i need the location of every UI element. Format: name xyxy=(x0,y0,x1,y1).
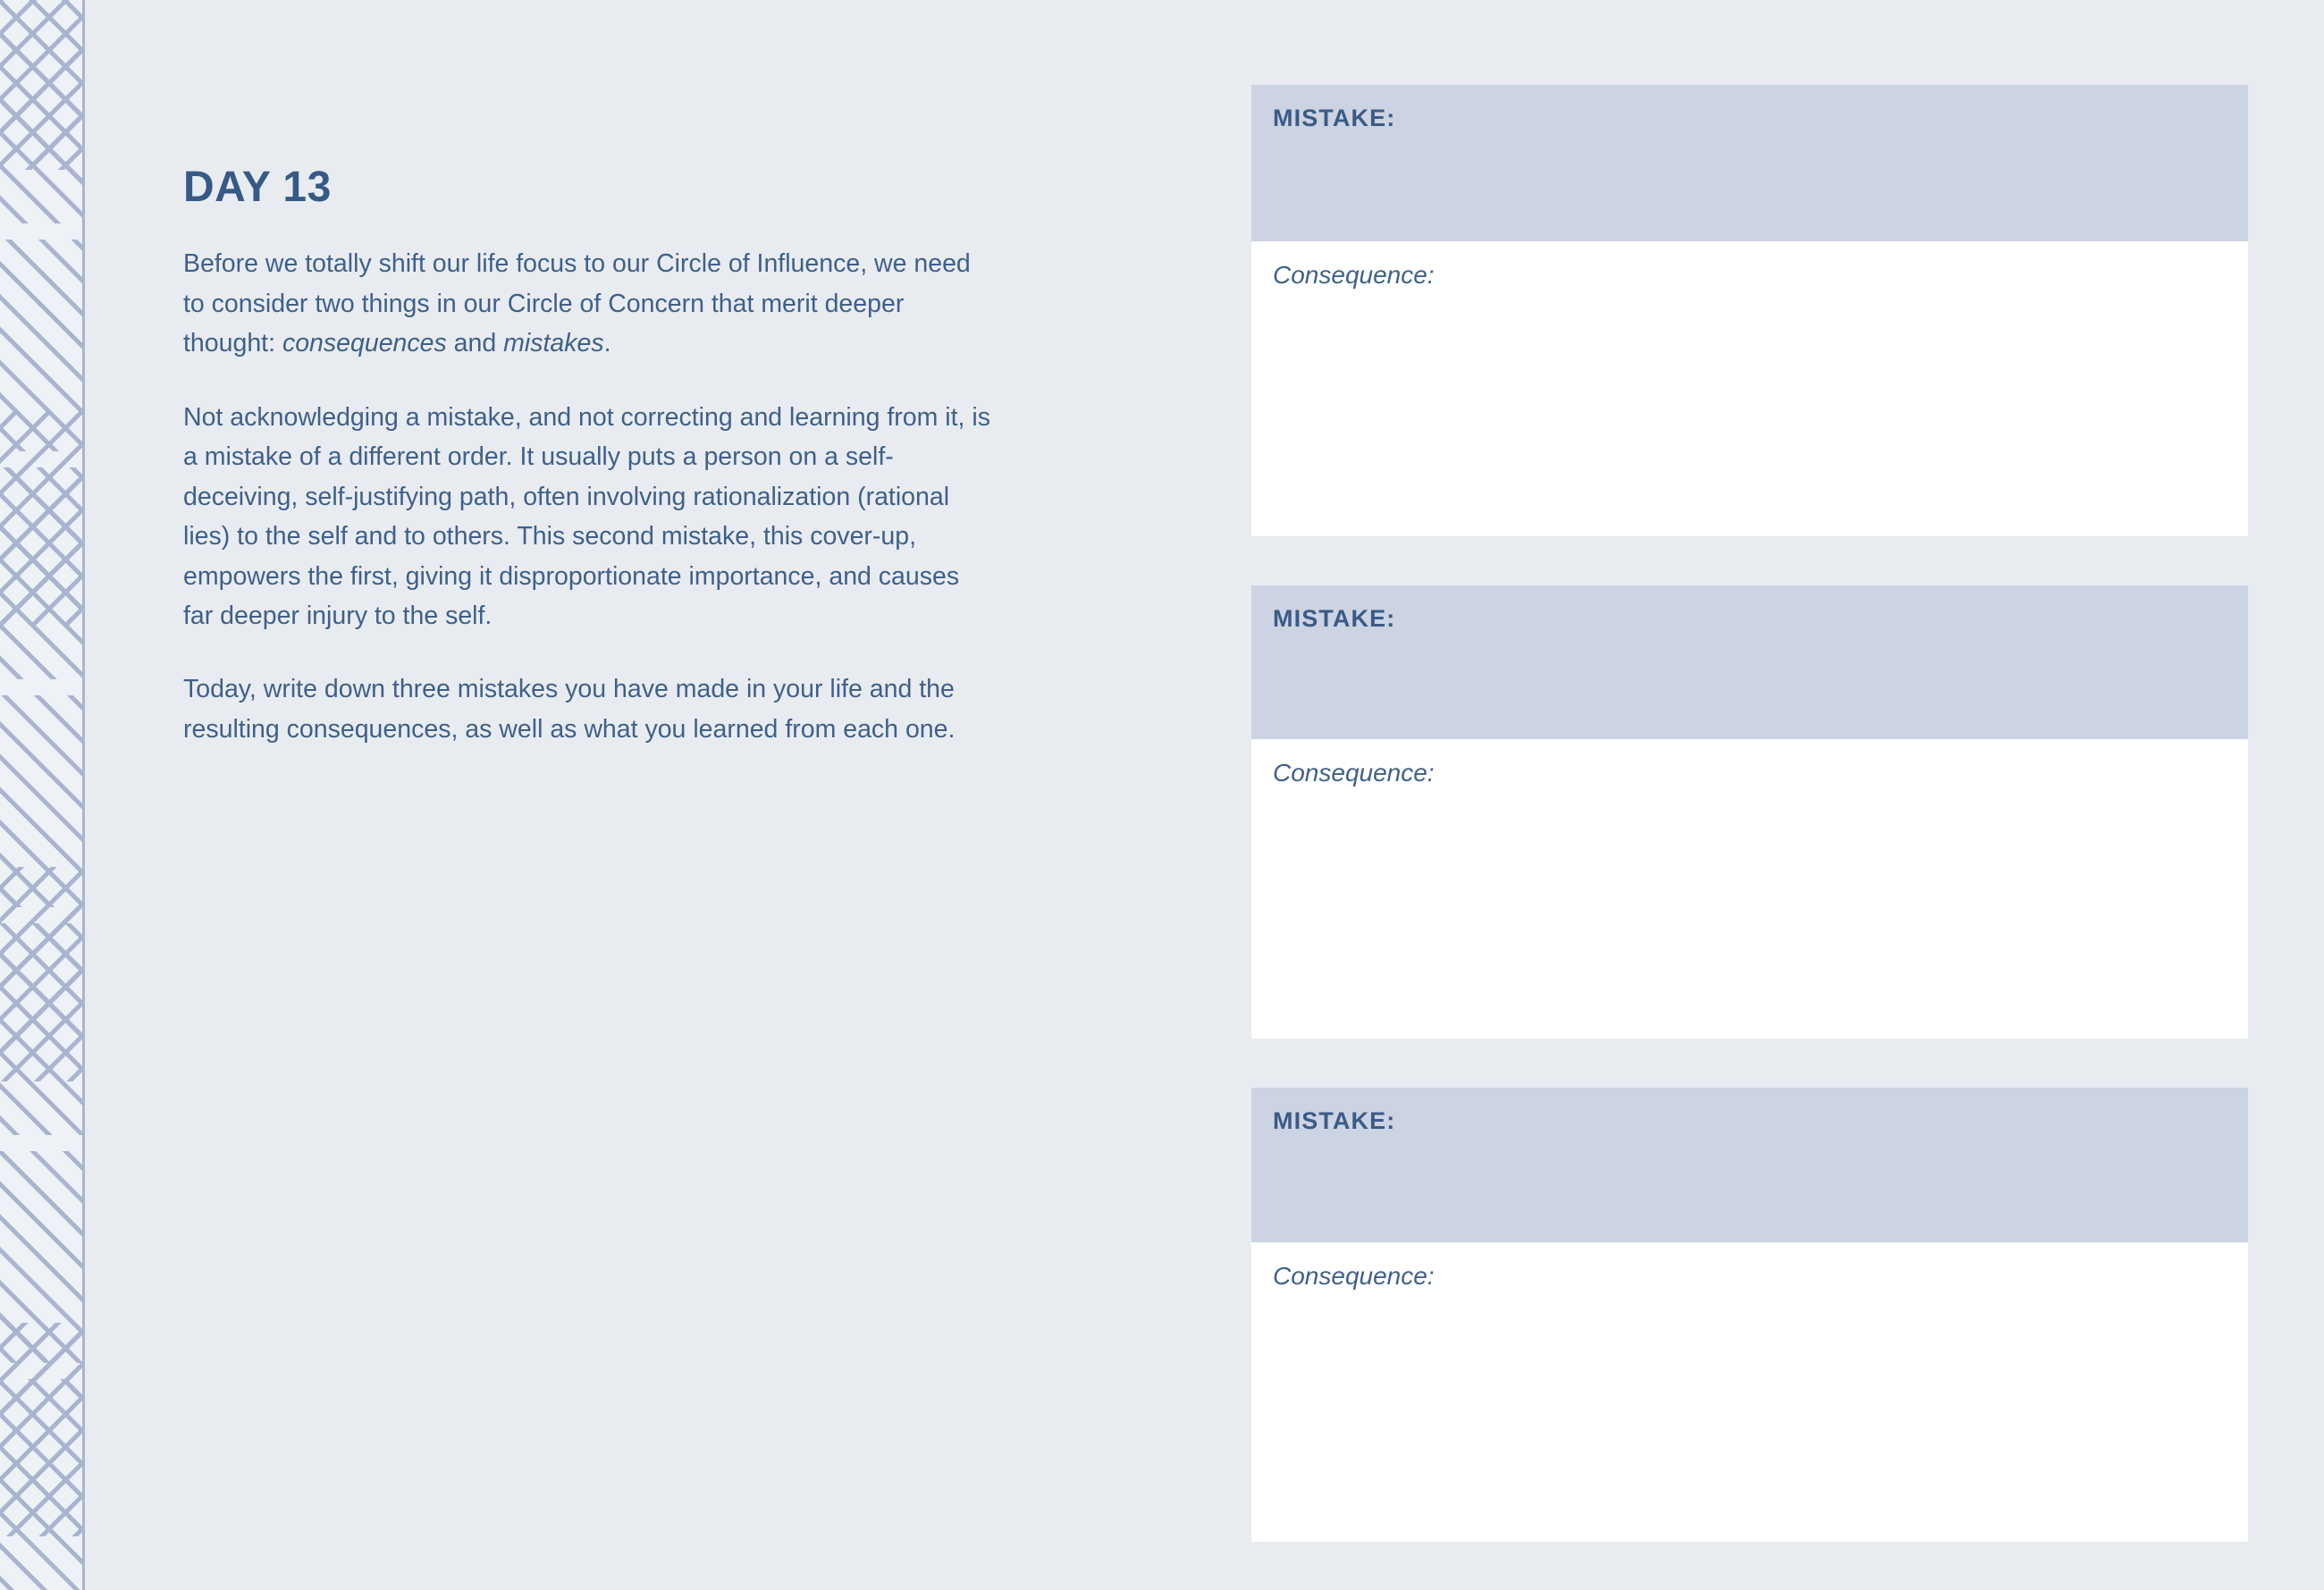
consequence-label-1: Consequence: xyxy=(1273,261,1435,289)
stripe-gap-1 xyxy=(0,223,85,240)
worksheet-entry-3 xyxy=(1251,1088,2248,1542)
mistake-label-2: MISTAKE: xyxy=(1273,605,1396,632)
paragraph-1-emphasis-consequences: consequences xyxy=(282,329,447,358)
worksheet-entry-2 xyxy=(1251,585,2248,1039)
lesson-text-column xyxy=(183,165,1006,783)
decorative-edge-band xyxy=(0,0,85,1590)
paragraph-1-emphasis-mistakes: mistakes xyxy=(503,329,604,358)
paragraph-1-segment-3: and xyxy=(446,329,504,358)
page-title: DAY 13 xyxy=(183,164,332,211)
mistake-label-3: MISTAKE: xyxy=(1273,1107,1396,1134)
consequence-input-3[interactable] xyxy=(1251,1242,2248,1542)
mistake-input-3[interactable] xyxy=(1251,1088,2248,1242)
paragraph-prompt: Today, write down three mistakes you have made in your life and the resulting consequences, as well as what you learned from each one. xyxy=(183,675,956,744)
consequence-label-3: Consequence: xyxy=(1273,1262,1435,1290)
paragraph-intro xyxy=(183,244,988,363)
paragraph-body: Not acknowledging a mistake, and not correcting and learning from it, is a mistake of a different order. It usually puts a person on a self-deceiving, self-justifying path, often involving rationalization (rational lies) to the self and to others. This second mistake, this cover-up, empowers the first, giving it disproportionate importance, and causes far deeper injury to the self. xyxy=(183,402,990,631)
mistake-label-1: MISTAKE: xyxy=(1273,105,1396,131)
stripe-gap-3 xyxy=(0,679,85,695)
paragraph-1-segment-5: . xyxy=(603,329,611,358)
mistake-input-1[interactable] xyxy=(1251,85,2248,241)
paragraph-1-segment-1: Before we totally shift our life focus to our Circle of Influence, we need to consider two things in our Circle of Concern that merit deeper thought: xyxy=(183,249,971,358)
consequence-input-2[interactable] xyxy=(1251,739,2248,1039)
stripe-gap-5 xyxy=(0,1135,85,1151)
consequence-label-2: Consequence: xyxy=(1273,759,1435,787)
mistake-input-2[interactable] xyxy=(1251,585,2248,739)
worksheet-entry-1 xyxy=(1251,85,2248,536)
consequence-input-1[interactable] xyxy=(1251,241,2248,536)
worksheet-entries xyxy=(1251,85,2248,1542)
